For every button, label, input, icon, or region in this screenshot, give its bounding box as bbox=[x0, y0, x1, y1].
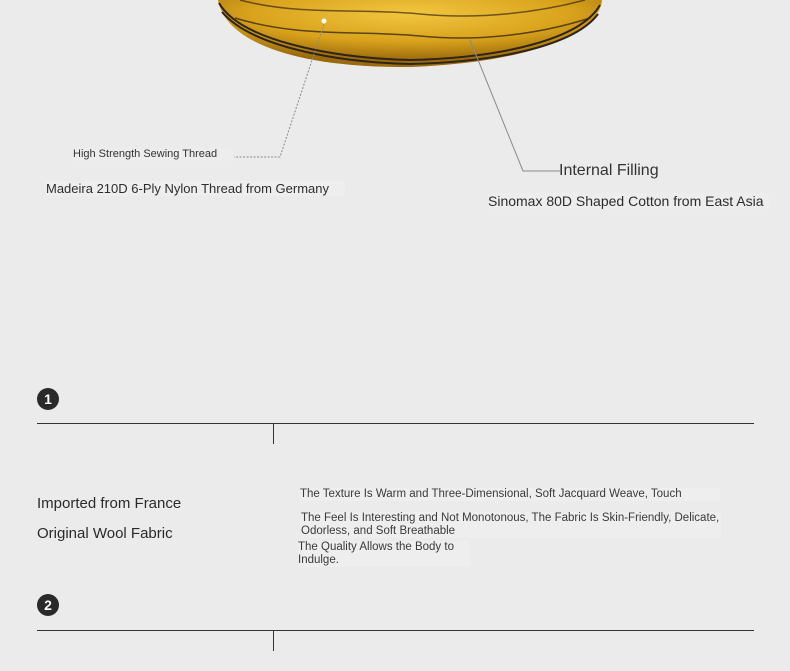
feature-1-desc-line3: The Quality Allows the Body to Indulge. bbox=[298, 541, 470, 567]
feature-1-desc-line2: The Feel Is Interesting and Not Monotonous, The Fabric Is Skin-Friendly, Delicate, Odorless, and Soft Breathable bbox=[301, 512, 720, 537]
feature-1-name-line2: Original Wool Fabric bbox=[37, 525, 173, 542]
feature-1-number-badge: 1 bbox=[37, 388, 59, 410]
feature-2-number-badge: 2 bbox=[37, 594, 59, 616]
feature-1-name-line1: Imported from France bbox=[37, 495, 182, 512]
feature-2-column-tick bbox=[273, 630, 274, 651]
pillow-image bbox=[218, 0, 602, 67]
feature-1-divider bbox=[37, 423, 754, 424]
thread-callout-title: High Strength Sewing Thread bbox=[73, 148, 233, 161]
feature-1-desc-line1: The Texture Is Warm and Three-Dimensional, Soft Jacquard Weave, Touch bbox=[300, 488, 720, 501]
filling-callout-desc: Sinomax 80D Shaped Cotton from East Asia bbox=[488, 193, 769, 209]
thread-callout-desc: Madeira 210D 6-Ply Nylon Thread from Germany bbox=[46, 181, 345, 196]
feature-2-divider bbox=[37, 630, 754, 631]
feature-1-column-tick bbox=[273, 423, 274, 444]
filling-callout-title: Internal Filling bbox=[559, 162, 659, 179]
